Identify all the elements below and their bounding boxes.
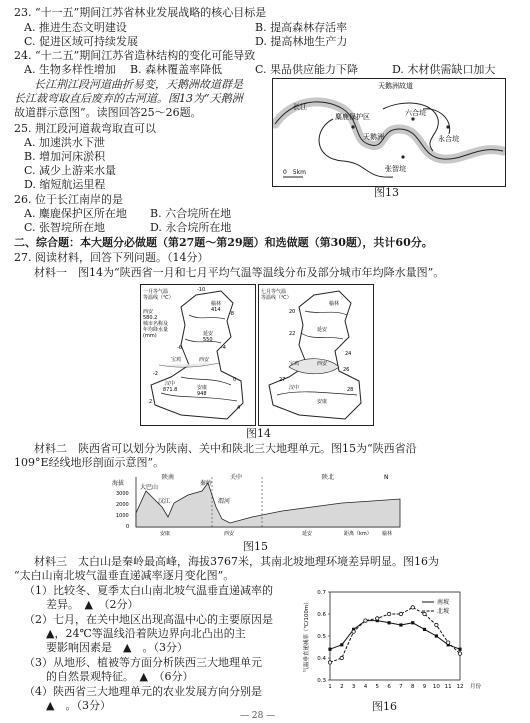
fig15-north-arrow: N [384, 474, 389, 481]
q23-option-a[interactable]: A. 推进生态文明建设 [24, 21, 127, 34]
fig14-left-iso-8: 4 [237, 405, 241, 411]
fig15-ytick-3000: 3000 [116, 491, 129, 497]
fig16-point [352, 630, 355, 633]
fig15-city-yulin: 榆林 [382, 531, 393, 537]
fig14-left-city-hanzhong: 汉中 [165, 381, 176, 387]
fig15-ytick-1000: 1000 [116, 513, 129, 519]
fig14-left-city-yulin-rain: 414 [211, 307, 221, 313]
fig16-xtick-label: 7 [399, 684, 403, 690]
fig15-peak-hanjiang: 汉江 [158, 498, 171, 505]
figure-16-caption: 图16 [372, 700, 397, 713]
q25-stem: 25. 荆江段河道裁弯取直可以 [14, 122, 156, 135]
fig14-left-note-1: 西安 [143, 309, 154, 315]
q23-stem: 23. “十一五”期间江苏省林业发展战略的核心目标是 [14, 6, 267, 19]
fig16-point [411, 606, 414, 609]
fig16-point [458, 648, 461, 651]
q25-option-d[interactable]: D. 缩短航运里程 [24, 178, 106, 191]
fig14-right-legend-2: 等温线（℃） [261, 295, 292, 301]
fig14-right-iso-3: 24 [345, 351, 352, 357]
fig14-left-note-2: 580.2 [143, 315, 158, 321]
fig13-label-milu: 麋鹿保护区 [335, 113, 370, 121]
figure-16-chart [300, 584, 522, 714]
q25-option-b[interactable]: B. 增加河床淤积 [24, 150, 106, 163]
fig13-label-zhangzhi: 张智垸 [385, 165, 406, 173]
fig15-peak-weihe: 渭河 [218, 498, 231, 505]
fig15-city-xian: 西安 [224, 531, 235, 537]
fig15-ytick-2000: 2000 [116, 502, 129, 508]
fig14-left-note-4: 年均降水量 [143, 327, 169, 333]
q26-option-a[interactable]: A. 麋鹿保护区所在地 [24, 207, 127, 220]
fig16-xtick-label: 10 [432, 684, 440, 690]
fig13-label-liuhe: 六合垸 [405, 109, 426, 117]
fig16-point [328, 661, 331, 664]
q25-option-a[interactable]: A. 加速洪水下泄 [24, 136, 105, 149]
fig16-point [387, 621, 390, 624]
fig15-region-shannan: 陕南 [162, 474, 175, 481]
fig14-right-city-hanzhong: 汉中 [289, 385, 300, 391]
fig14-left-city-yanan: 延安 [203, 331, 214, 337]
fig16-point [340, 643, 343, 646]
q23-option-d[interactable]: D. 提高林地生产力 [255, 35, 348, 48]
figure-14-january-map [140, 284, 256, 426]
subq-2-line-2[interactable]: ▲，24℃等温线沿着陕边界向北凸出的主 [24, 627, 246, 640]
fig13-scale: 0 5km [283, 169, 306, 176]
fig15-ytick-0: 0 [126, 524, 130, 530]
fig16-series-line [330, 621, 460, 650]
fig16-ytick-label: 0.6 [317, 612, 326, 618]
subq-4-line-1: （4）陕西省三大地理单元的农业发展方向分别是 [24, 685, 262, 698]
fig14-left-legend-1: 一月等气温 [143, 289, 169, 295]
fig14-right-city-yulin: 榆林 [329, 301, 340, 307]
subq-2-line-1: （2）七月，在关中地区出现高温中心的主要原因是 [24, 613, 273, 626]
fig14-right-legend-1: 七月等气温 [261, 289, 287, 295]
fig16-legend-label: 南坡 [437, 599, 450, 606]
figure-13-caption: 图13 [374, 186, 399, 199]
fig15-city-yanan: 延安 [302, 531, 313, 537]
q23-option-c[interactable]: C. 促进区域可持续发展 [24, 35, 139, 48]
q26-option-d[interactable]: D. 永合垸所在地 [150, 221, 232, 234]
fig14-left-city-hanzhong-rain: 871.8 [163, 387, 178, 393]
fig16-point [411, 621, 414, 624]
q24-option-c[interactable]: C. 果品供应能力下降 [255, 63, 359, 76]
fig16-point [435, 634, 438, 637]
fig13-title: 天鹅洲故道 [378, 82, 413, 90]
figure-15-caption: 图15 [243, 540, 268, 553]
fig13-label-changjiang: 长江 [293, 103, 307, 111]
fig15-altitude-label: 海拔 [112, 480, 125, 487]
figure-15-profile [112, 473, 404, 539]
fig14-left-iso-6: 0 [233, 377, 237, 383]
fig16-xtick-label: 1 [328, 684, 332, 690]
subq-1-line-2[interactable]: 差异。 ▲ （2分） [24, 598, 139, 611]
material-3-line-2: “太白山南北坡气温垂直递减率逐月变化图”。 [14, 569, 235, 582]
q23-option-b[interactable]: B. 提高森林存活率 [255, 21, 348, 34]
fig16-point [399, 623, 402, 626]
fig14-left-iso-5: -2 [153, 371, 158, 377]
fig13-label-yonghe: 永合垸 [438, 135, 459, 143]
fig16-xtick-label: 5 [375, 684, 380, 690]
fig15-region-shanbei: 陕北 [322, 474, 335, 481]
passage-line-3: 故道群示意图”。读图回答25～26题。 [14, 106, 202, 119]
subq-3-line-2[interactable]: 的自然景观特征。 ▲ （6分） [24, 670, 194, 683]
fig16-xtick-label: 8 [410, 684, 415, 690]
subq-3-line-1: （3）从地形、植被等方面分析陕西三大地理单元 [24, 656, 262, 669]
fig16-point [446, 641, 449, 644]
fig14-left-legend-2: 等温线（℃） [143, 295, 174, 301]
section2-heading: 二、综合题：本大题分必做题（第27题～第29题）和选做题（第30题），共计60分。 [14, 236, 433, 249]
subq-2-line-3[interactable]: 要影响因素是 ▲ 。（3分） [24, 641, 188, 654]
q26-stem: 26. 位于长江南岸的是 [14, 193, 123, 206]
fig14-left-city-xian: 西安 [199, 357, 210, 363]
fig16-xtick-label: 11 [444, 684, 452, 690]
fig14-right-iso-2: 22 [289, 331, 296, 337]
material-2-line-2: 109°E经线地形剖面示意图”。 [14, 456, 165, 469]
q24-option-b[interactable]: B. 森林覆盖率降低 [130, 63, 223, 76]
figure-13-map [272, 78, 506, 187]
fig16-point [435, 623, 438, 626]
fig15-peak-dabashan: 大巴山 [140, 484, 159, 491]
fig16-point [328, 648, 331, 651]
fig16-y-axis-label: 气温垂直递减率（℃/100m） [304, 599, 310, 673]
fig16-ytick-label: 0.3 [317, 678, 326, 684]
fig14-right-iso-1: 20 [289, 309, 296, 315]
fig14-left-city-yanan-rain: 550 [203, 337, 213, 343]
fig15-peak-qinling: 秦岭 [200, 480, 213, 487]
q27-stem: 27. 阅读材料，回答下列问题。（14分） [14, 251, 209, 264]
figure-14-caption: 图14 [246, 427, 271, 440]
q24-option-a[interactable]: A. 生物多样性增加 [24, 63, 116, 76]
q26-option-c[interactable]: C. 张智垸所在地 [24, 221, 106, 234]
q24-option-d[interactable]: D. 木材供需缺口加大 [392, 63, 496, 76]
material-1: 材料一 图14为“陕西省一月和七月平均气温等温线分布及部分城市年均降水量图”。 [34, 266, 445, 279]
fig14-right-iso-6: 27 [279, 377, 286, 383]
q26-option-b[interactable]: B. 六合垸所在地 [150, 207, 232, 220]
fig16-xtick-label: 2 [340, 684, 344, 690]
fig16-xtick-label: 12 [456, 684, 464, 690]
fig14-left-city-yulin: 榆林 [211, 301, 222, 307]
fig14-left-iso-3: -6 [177, 345, 182, 351]
fig14-left-iso-1: -10 [197, 287, 206, 293]
fig14-left-iso-2: -8 [229, 311, 234, 317]
fig14-left-note-3: 城市名称及 [143, 321, 169, 327]
fig16-point [376, 617, 379, 620]
page-number: — 28 — [240, 711, 276, 721]
fig15-region-guanzhong: 关中 [230, 474, 243, 481]
fig14-left-note-5: (mm) [143, 333, 157, 339]
passage-line-1: 长江荆江段河道曲折易变，天鹅洲故道群是 [34, 78, 243, 91]
fig16-ytick-label: 0.5 [317, 634, 326, 640]
fig16-point [423, 628, 426, 631]
q25-option-c[interactable]: C. 减少上游来水量 [24, 164, 117, 177]
fig14-left-city-ankang-rain: 948 [197, 391, 207, 397]
material-2-line-1: 材料二 陕西省可以划分为陕南、关中和陕北三大地理单元。图15为“陕西省沿 [34, 442, 417, 455]
fig16-x-axis-label: 月份 [470, 684, 482, 690]
fig15-city-ankang: 安康 [160, 531, 171, 537]
fig16-point [399, 612, 402, 615]
fig14-right-iso-5: 28 [347, 387, 354, 393]
fig16-legend-label: 北坡 [437, 608, 450, 615]
fig16-ytick-label: 0.7 [317, 590, 326, 596]
fig16-xtick-label: 6 [387, 684, 391, 690]
fig14-left-city-ankang: 安康 [197, 385, 208, 391]
fig14-left-iso-7: 2 [149, 399, 153, 405]
fig13-label-tianezhou: 天鹅洲 [363, 133, 384, 141]
fig16-point [340, 656, 343, 659]
fig14-right-city-ankang: 安康 [317, 399, 328, 405]
subq-1-line-1: （1）比较冬、夏季太白山南北坡气温垂直递减率的 [24, 584, 273, 597]
passage-line-2: 长江裁弯取直后废弃的古河道。图13为“天鹅洲 [14, 92, 243, 105]
fig14-left-city-baoji: 宝鸡 [171, 357, 182, 363]
q24-stem: 24. “十二五”期间江苏省造林结构的变化可能导致 [14, 49, 256, 62]
fig16-ytick-label: 0.4 [317, 656, 326, 662]
fig16-xtick-label: 3 [351, 684, 356, 690]
fig16-xtick-label: 4 [363, 684, 368, 690]
fig16-xtick-label: 9 [422, 684, 427, 690]
fig14-right-iso-4: 26 [343, 367, 350, 373]
fig15-distance-label: 距离（km） [344, 531, 372, 537]
fig14-right-city-xian: 西安 [317, 361, 328, 367]
fig14-left-iso-4: -4 [221, 345, 226, 351]
fig14-right-city-yanan: 延安 [317, 327, 328, 333]
fig16-point [364, 619, 367, 622]
material-3-line-1: 材料三 太白山是秦岭最高峰，海拔3767米，其南北坡地理环境差异明显。图16为 [34, 555, 439, 568]
fig16-point [458, 652, 461, 655]
figure-14-july-map [258, 284, 374, 426]
fig16-point [423, 612, 426, 615]
fig16-point [387, 612, 390, 615]
subq-4-line-2[interactable]: ▲ 。（3分） [24, 699, 111, 712]
fig14-right-city-baoji: 宝鸡 [289, 361, 300, 367]
